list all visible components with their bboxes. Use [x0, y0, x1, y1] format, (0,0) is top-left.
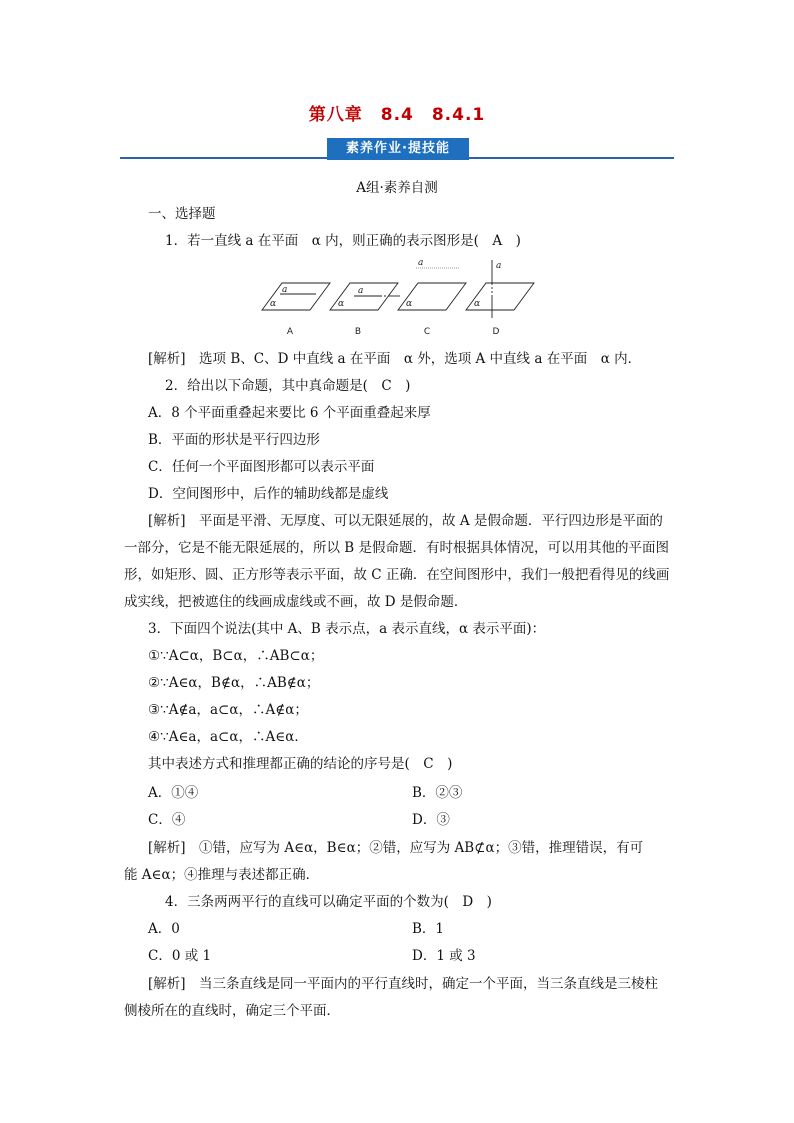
fig-d-line-label: a	[496, 261, 502, 271]
fig-label-b: B	[354, 327, 362, 337]
fig-c-line-label: a	[418, 258, 424, 268]
q2-analysis-line: [解析] 平面是平滑、无厚度、可以无限延展的，故 A 是假命题．平行四边形是平面的	[148, 513, 663, 529]
q4-analysis-line: 侧棱所在的直线时，确定三个平面．	[124, 1003, 340, 1019]
chapter-title: 第八章 8.4 8.4.1	[308, 105, 486, 125]
q3-option-d: D．③	[412, 812, 450, 828]
q3-option-a: A．①④	[148, 785, 199, 801]
question-type-heading: 一、选择题	[148, 206, 216, 222]
q2-option-c: C．任何一个平面图形都可以表示平面	[148, 459, 375, 475]
q1-analysis: [解析] 选项 B、C、D 中直线 a 在平面 α 外，选项 A 中直线 a 在平面 α 内．	[148, 351, 642, 367]
q2-option-b: B．平面的形状是平行四边形	[148, 432, 320, 448]
q3-item-1: ①∵A⊂α，B⊂α，∴AB⊂α；	[148, 648, 324, 664]
q3-question: 其中表述方式和推理都正确的结论的序号是( C )	[148, 756, 453, 772]
q4-analysis-line: [解析] 当三条直线是同一平面内的平行直线时，确定一个平面，当三条直线是三棱柱	[148, 976, 659, 992]
fig-b-plane-label: α	[338, 299, 345, 309]
q2-option-d: D．空间图形中，后作的辅助线都是虚线	[148, 486, 389, 502]
q3-option-b: B．②③	[412, 785, 463, 801]
q4-option-a: A．0	[148, 921, 180, 937]
fig-label-c: C	[423, 327, 431, 337]
fig-a-line-label: a	[282, 285, 288, 295]
q3-analysis-line: 能 A∈α；④推理与表述都正确．	[124, 867, 320, 883]
q3-item-3: ③∵A∉a，a⊂α，∴A∉α；	[148, 702, 308, 718]
fig-b-line-label: a	[358, 286, 364, 296]
fig-label-a: A	[286, 327, 294, 337]
section-band: 素养作业·提技能	[327, 138, 469, 160]
q4-option-b: B．1	[412, 921, 445, 937]
q4-stem: 4．三条两两平行的直线可以确定平面的个数为( D )	[165, 894, 492, 910]
fig-c-plane-label: α	[406, 299, 413, 309]
group-heading: A组·素养自测	[356, 180, 438, 196]
q3-option-c: C．④	[148, 812, 186, 828]
q4-option-d: D．1 或 3	[412, 948, 476, 964]
q3-item-2: ②∵A∈α，B∉α，∴AB∉α；	[148, 675, 320, 691]
q3-analysis-line: [解析] ①错，应写为 A∈α，B∈α；②错，应写为 AB⊄α；③错，推理错误，有可	[148, 840, 644, 856]
q2-analysis-line: 形，如矩形、圆、正方形等表示平面，故 C 正确．在空间图形中，我们一般把看得见的线画	[124, 567, 670, 583]
q2-option-a: A．8 个平面重叠起来要比 6 个平面重叠起来厚	[148, 405, 431, 421]
q2-stem: 2．给出以下命题，其中真命题是( C )	[165, 378, 411, 394]
fig-d-plane-label: α	[474, 299, 481, 309]
q2-analysis-line: 一部分，它是不能无限延展的，所以 B 是假命题．有时根据具体情况，可以用其他的平面图	[124, 540, 670, 556]
q4-option-c: C．0 或 1	[148, 948, 212, 964]
q3-item-4: ④∵A∈a，a⊂α，∴A∈α．	[148, 729, 308, 745]
q2-analysis-line: 成实线，把被遮住的线画成虚线或不画，故 D 是假命题．	[124, 594, 468, 610]
q1-figure	[258, 256, 538, 338]
fig-a-plane-label: α	[270, 299, 277, 309]
fig-label-d: D	[492, 327, 500, 337]
q1-stem: 1．若一直线 a 在平面 α 内，则正确的表示图形是( A )	[165, 233, 521, 249]
q3-stem: 3．下面四个说法(其中 A、B 表示点，a 表示直线，α 表示平面)：	[148, 621, 546, 637]
